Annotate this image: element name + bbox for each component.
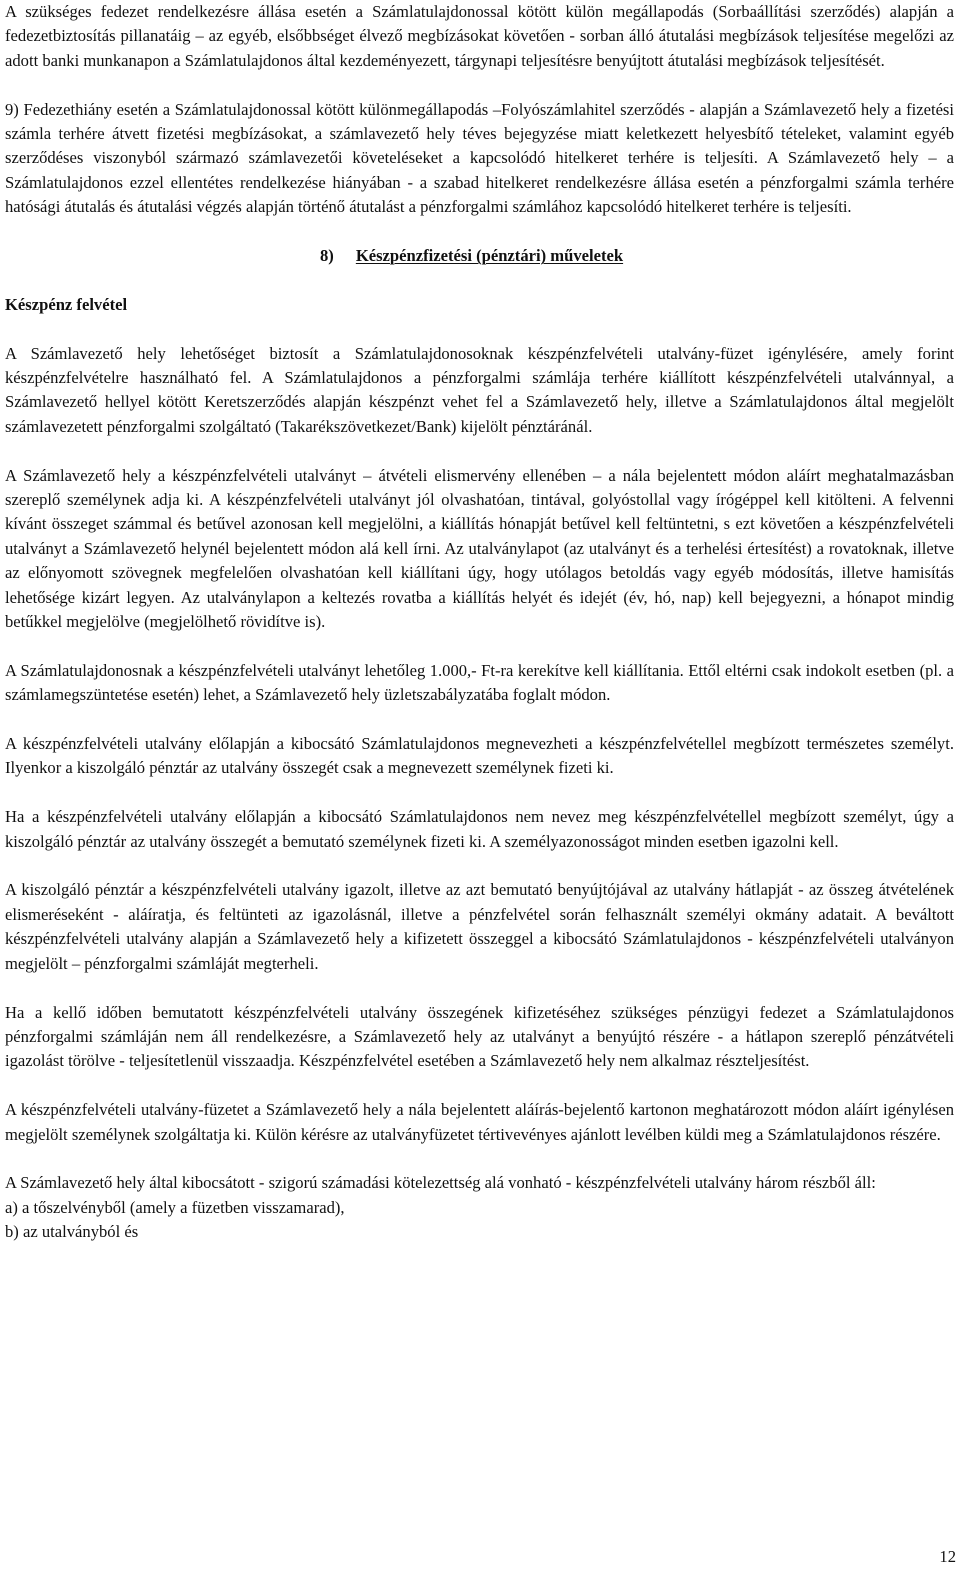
document-page — [5, 0, 954, 1245]
paragraph-harom-resz: A Számlavezető hely által kibocsátott - szigorú számadási kötelezettség alá vonható - készpénzfelvételi utalvány három részből áll: — [5, 1173, 876, 1193]
paragraph-kiallitas: A Számlavezető hely a készpénzfelvételi utalványt – átvételi elismervény ellenében – a nála bejelentett módon aláírt meghatalmazásban szereplő személynek adja ki. A készpénzfelvételi utalványt jól olvashatóan, tintával, golyóstollal vagy írógéppel kell kitölteni. A felvenni kívánt összeget számmal és betűvel azonosan kell megjelölni, a kiállítás hónapját betűvel kell feltüntetni, s ezt követően a készpénzfelvételi utalványt a Számlavezető helynél bejelentett módon alá kell írni. Az utalványlapot (az utalványt és a terhelési értesítést) a rovatoknak, illetve az előnyomott szövegnek megfelelően olvashatóan kell kiállítani úgy, hogy utólagos betoldás vagy egyéb módosítás, illetve hamisítás lehetősége kizárt legyen. Az utalványlapon a keltezés rovatba a kiállítás helyét és idejét (év, hó, nap) kell bejegyezni, a hónapot mindig betűkkel megjelölve (megjelölhető rövidítve is). — [5, 465, 954, 632]
section-heading — [320, 244, 954, 268]
list-item: b) az utalványból és — [5, 1222, 139, 1242]
paragraph-fuzet-kiszolgaltatas: A készpénzfelvételi utalvány-füzetet a Számlavezető hely a nála bejelentett aláírás-bejelentő kartonon meghatározott módon aláírt igénylésen megjelölt személynek szolgáltatja ki. Külön kérésre az utalványfüzetet tértivevényes ajánlott levélben küldi meg a Számlatulajdonos részére. — [5, 1100, 954, 1144]
side-heading: Készpénz felvétel — [5, 294, 128, 314]
paragraph-fedezethiany: 9) Fedezethiány esetén a Számlatulajdonossal kötött különmegállapodás –Folyószámlahitel szerződés - alapján a Számlavezető hely a fizetési számla terhére átvett fizetési megbízásokat, a számlavezető hely téves bejegyzése miatt keletkezett helyesbítő tételeket, valamint egyéb szerződéses viszonyból származó számlavezetői követeléseket a kapcsolódó hitelkeret terhére is teljesíti. A Számlavezető hely – a Számlatulajdonos ezzel ellentétes rendelkezése hiányában - a szabad hitelkeret rendelkezésre állása esetén a pénzforgalmi számla terhére hatósági átutalás és átutalási végzés alapján történő átutalást a pénzforgalmi számlához kapcsolódó hitelkeret terhére is teljesíti. — [5, 99, 954, 217]
paragraph-bemutato-szemely: Ha a készpénzfelvételi utalvány előlapján a kibocsátó Számlatulajdonos nem nevez meg készpénzfelvétellel megbízott személyt, úgy a kiszolgáló pénztár az utalvány összegét a bemutató személynek fizeti ki. A személyazonosságot minden esetben igazolni kell. — [5, 807, 954, 851]
paragraph-fedezet-hiany: Ha a kellő időben bemutatott készpénzfelvételi utalvány összegének kifizetéséhez szükséges pénzügyi fedezet a Számlatulajdonos pénzforgalmi számláján nem áll rendelkezésre, a Számlavezető hely az utalványt a benyújtó részére - a hátlapon szereplő pénzátvételi igazolást törölve - teljesítetlenül visszaadja. Készpénzfelvétel esetében a Számlavezető hely nem alkalmaz részteljesítést. — [5, 1002, 954, 1071]
paragraph-megnevezett-szemely: A készpénzfelvételi utalvány előlapján a kibocsátó Számlatulajdonos megnevezheti a készpénzfelvétellel megbízott természetes személyt. Ilyenkor a kiszolgáló pénztár az utalvány összegét csak a megnevezett személynek fizeti ki. — [5, 734, 954, 778]
section-title: Készpénzfizetési (pénztári) műveletek — [355, 246, 624, 266]
paragraph-kiszolgalo-penztar: A kiszolgáló pénztár a készpénzfelvételi utalvány igazolt, illetve az azt bemutató benyújtójával az utalvány hátlapját - az összeg átvételének elismeréseként - aláíratja, és feltünteti az igazolásnál, illetve a pénzfelvétel során felhasznált személyi okmány adatait. A beváltott készpénzfelvételi utalvány alapján a Számlavezető hely a kifizetett összeggel a kibocsátó Számlatulajdonos - készpénzfelvételi utalványon megjelölt – pénzforgalmi számláját megterheli. — [5, 880, 954, 973]
list-item: a) a tőszelvényből (amely a füzetben visszamarad), — [5, 1197, 345, 1217]
page-number: 12 — [939, 1546, 956, 1566]
section-number: 8) — [320, 246, 334, 266]
paragraph-sorbaallitas: A szükséges fedezet rendelkezésre állása esetén a Számlatulajdonossal kötött külön megállapodás (Sorbaállítási szerződés) alapján a fedezetbiztosítás pillanatáig – az egyéb, elsőbbséget élvező megbízásokat követően - sorban álló átutalási megbízások teljesítése megelőzi az adott banki munkanapon a Számlatulajdonos által kezdeményezett, tárgynapi teljesítésre benyújtott átutalási megbízások teljesítését. — [5, 2, 954, 70]
paragraph-utalvany-fuzet: A Számlavezető hely lehetőséget biztosít a Számlatulajdonosoknak készpénzfelvételi utalvány-füzet igénylésére, amely forint készpénzfelvételre használható fel. A Számlatulajdonos a pénzforgalmi számlája terhére kiállított készpénzfelvételi utalvánnyal, a Számlavezető hellyel kötött Keretszerződés alapján készpénzt vehet fel a Számlavezető hely, illetve a Számlatulajdonos által megjelölt számlavezetett pénzforgalmi szolgáltató (Takarékszövetkezet/Bank) kijelölt pénztáránál. — [5, 343, 954, 436]
paragraph-kerekites: A Számlatulajdonosnak a készpénzfelvételi utalványt lehetőleg 1.000,- Ft-ra kerekítve kell kiállítania. Ettől eltérni csak indokolt esetben (pl. a számlamegszüntetése esetén) lehet, a Számlavezető hely üzletszabályzatába foglalt módon. — [5, 660, 954, 705]
